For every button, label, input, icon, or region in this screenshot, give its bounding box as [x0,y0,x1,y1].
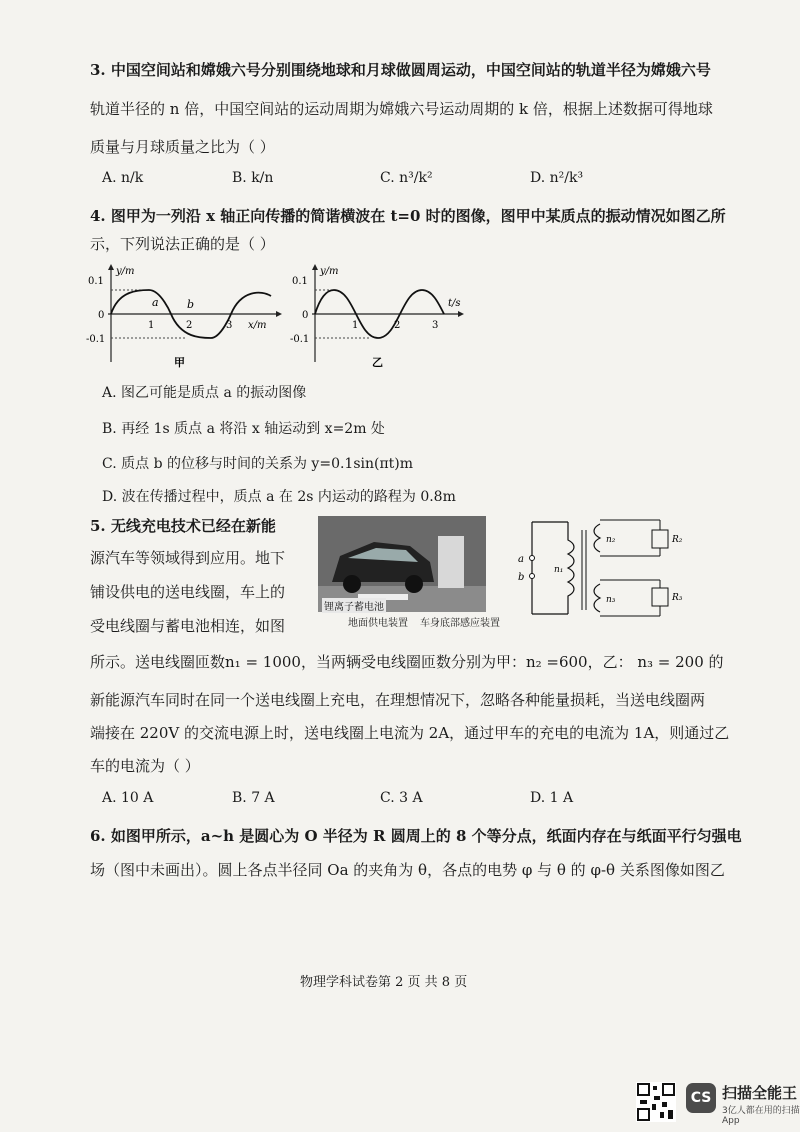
label-n1: n₁ [554,565,564,575]
qr-module [668,1110,673,1119]
point-a-label: a [152,296,159,309]
q5-line8: 车的电流为（ ） [90,757,200,775]
camscanner-logo-icon: CS [686,1083,716,1113]
caption-yi: 乙 [372,356,383,369]
q5-line1: 5. 无线充电技术已经在新能 [90,517,276,535]
label-b: b [518,572,525,583]
ytick-bottom: -0.1 [86,334,106,345]
qr-code-icon [636,1082,676,1122]
brand-tagline: 3亿人都在用的扫描App [722,1106,800,1126]
t-axis-arrow [458,311,464,317]
q5-option-a: A. 10 A [102,790,154,806]
q5-line2: 源汽车等领域得到应用。地下 [90,549,286,567]
ytick-zero: 0 [302,310,309,321]
secondary-coil-2 [594,524,600,552]
q5-line6: 新能源汽车同时在同一个送电线圈上充电，在理想情况下，忽略各种能量损耗，当送电线圈两 [90,691,706,709]
x-axis-arrow [276,311,282,317]
ytick-bottom: -0.1 [290,334,310,345]
q5-line4: 受电线圈与蓄电池相连，如图 [90,617,286,635]
y-axis-arrow [312,264,318,270]
q5-option-b: B. 7 A [232,790,275,806]
q6-line2: 场（图中未画出）。圆上各点半径同 Oa 的夹角为 θ，各点的电势 φ 与 θ 的 φ-θ 关系图像如图乙 [90,861,725,879]
xlabel: x/m [248,320,267,331]
q5-option-d: D. 1 A [530,790,574,806]
qr-module [654,1096,660,1100]
xtick-2: 2 [394,320,401,331]
xtick-3: 3 [226,320,233,331]
wave-graph-jia [86,262,286,370]
qr-module [653,1086,657,1090]
photo-label-car-device: 车身底部感应装置 [420,618,500,629]
xtick-2: 2 [186,320,193,331]
xtick-1: 1 [148,320,155,331]
resistor-r2 [652,530,668,548]
q3-option-a: A. n/k [102,170,144,186]
car-wheel-front [343,575,361,593]
label-r2: R₂ [672,535,683,545]
qr-module [652,1104,656,1110]
q4-line2: 示，下列说法正确的是（ ） [90,235,275,253]
xtick-3: 3 [432,320,439,331]
photo-label-ground-device: 地面供电装置 [348,618,408,629]
q3-option-d: D. n²/k³ [530,170,584,186]
ytick-top: 0.1 [88,276,104,287]
q3-option-c: C. n³/k² [380,170,433,186]
qr-module [640,1100,647,1104]
q4-line1: 4. 图甲为一列沿 x 轴正向传播的简谐横波在 t=0 时的图像，图甲中某质点的振动情况如图乙所 [90,207,726,225]
terminal-a [530,556,535,561]
q5-option-c: C. 3 A [380,790,423,806]
label-n3: n₃ [606,595,616,605]
transformer-circuit [510,510,690,630]
label-n2: n₂ [606,535,616,545]
q5-line5: 所示。送电线圈匝数n₁ = 1000，当两辆受电线圈匝数分别为甲：n₂ =600，乙： n₃ = 200 的 [90,653,724,671]
charging-station [438,536,464,588]
label-a: a [518,554,524,565]
point-b-label: b [187,298,195,311]
q5-line7: 端接在 220V 的交流电源上时，送电线圈上电流为 2A，通过甲车的充电的电流为 1A，则通过乙 [90,724,730,742]
q4-option-a: A. 图乙可能是质点 a 的振动图像 [102,385,307,401]
q5-line3: 铺设供电的送电线圈，车上的 [90,583,286,601]
q6-line1: 6. 如图甲所示，a~h 是圆心为 O 半径为 R 圆周上的 8 个等分点，纸面内存在与纸面平行匀强电 [90,827,742,845]
q4-option-b: B. 再经 1s 质点 a 将沿 x 轴运动到 x=2m 处 [102,421,385,437]
vibration-graph-yi [290,262,470,370]
page-footer: 物理学科试卷第 2 页 共 8 页 [300,975,468,990]
resistor-r3 [652,588,668,606]
car-wheel-rear [405,575,423,593]
q3-line2: 轨道半径的 n 倍，中国空间站的运动周期为嫦娥六号运动周期的 k 倍，根据上述数据可得地球 [90,100,713,118]
xtick-1: 1 [352,320,359,331]
brand-name: 扫描全能王 [722,1084,798,1102]
ylabel: y/m [320,266,339,277]
ytick-zero: 0 [98,310,105,321]
ylabel: y/m [116,266,135,277]
secondary-coil-3 [594,584,600,612]
qr-module [660,1112,664,1118]
caption-jia: 甲 [174,356,185,369]
q4-option-c: C. 质点 b 的位移与时间的关系为 y=0.1sin(πt)m [102,456,414,472]
primary-coil [568,522,574,614]
tlabel: t/s [448,298,461,309]
photo-label-battery: 锂离子蓄电池 [322,598,386,613]
q4-option-d: D. 波在传播过程中，质点 a 在 2s 内运动的路程为 0.8m [102,489,456,505]
ytick-top: 0.1 [292,276,308,287]
qr-module [662,1102,667,1107]
y-axis-arrow [108,264,114,270]
q3-line3: 质量与月球质量之比为（ ） [90,138,275,156]
q3-line1: 3. 中国空间站和嫦娥六号分别围绕地球和月球做圆周运动，中国空间站的轨道半径为嫦娥六号 [90,61,711,79]
q3-option-b: B. k/n [232,170,274,186]
terminal-b [530,574,535,579]
label-r3: R₃ [672,593,683,603]
